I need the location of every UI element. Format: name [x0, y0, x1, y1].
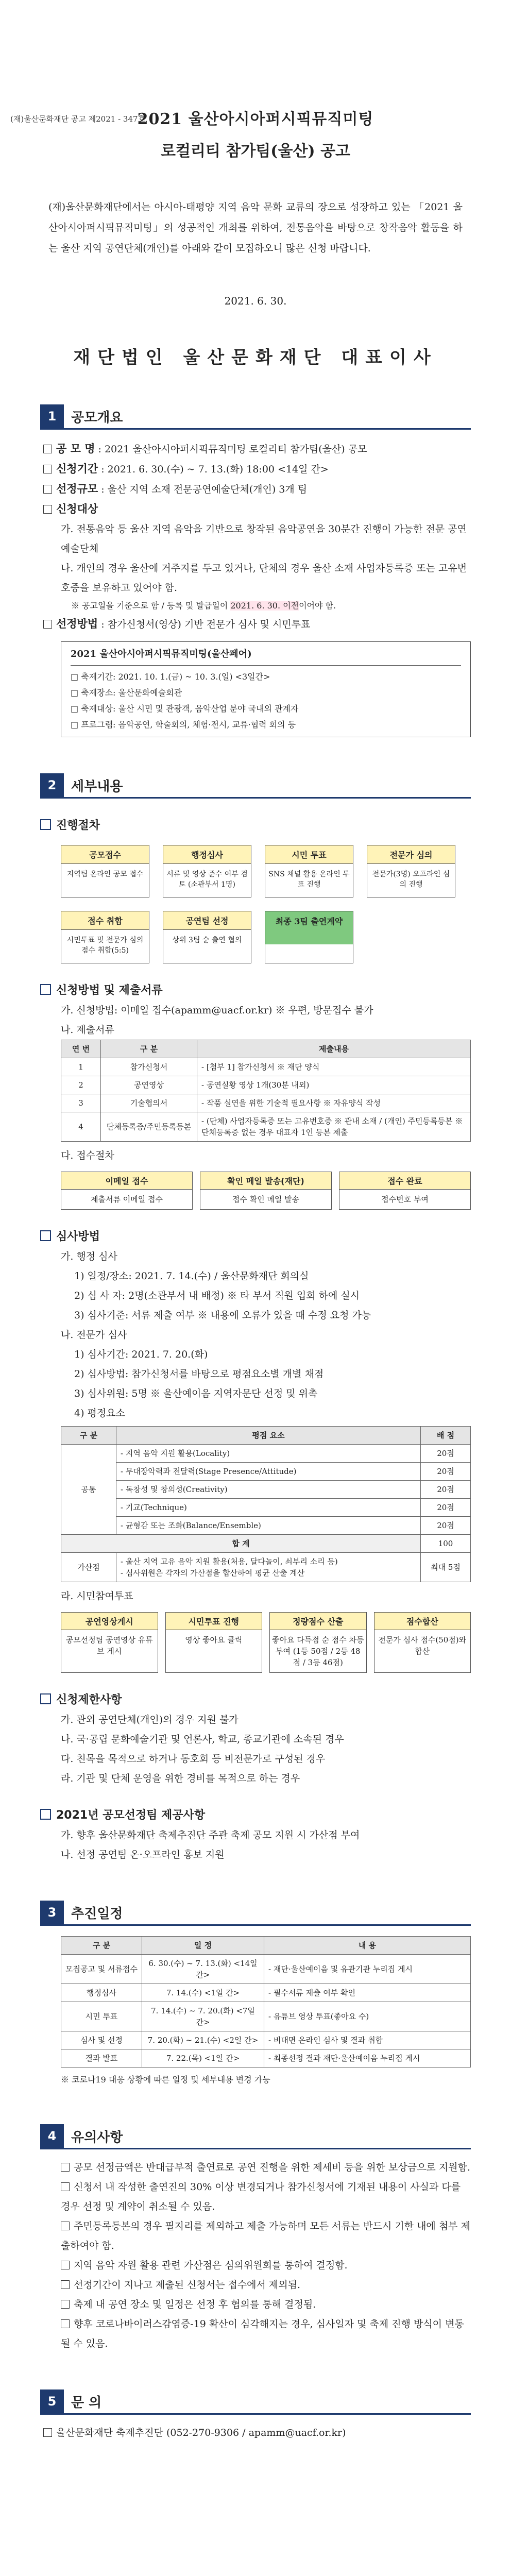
review-item: 4) 평정요소: [74, 1408, 125, 1419]
provide-item: 나. 선정 공연팀 온·오프라인 홍보 지원: [61, 1849, 225, 1860]
table-row: 4 단체등록증/주민등록등본 - (단체) 사업자등록증 또는 고유번호증 ※ 관내 소재 / (개인) 주민등록등본 ※ 단체등록증 없는 경우 대표자 1인 등본 제출: [61, 1112, 471, 1142]
square-icon: [40, 819, 51, 830]
checkbox-icon: [61, 2261, 70, 2269]
apply-docs-label: 나. 제출서류: [61, 1024, 114, 1036]
receipt-label: 다. 접수절차: [61, 1150, 114, 1161]
value-name: : 2021 울산아시아퍼시픽뮤직미팅 로컬리티 참가팀(울산) 공모: [98, 444, 367, 455]
table-row: 모집공고 및 서류접수 6. 30.(수) ~ 7. 13.(화) <14일 간> - 재단·울산예이음 및 유관기관 누리집 게시: [61, 1955, 471, 1984]
review-item: 2) 심사방법: 참가신청서를 바탕으로 평점요소별 개별 채점: [74, 1368, 324, 1380]
notice-page: [0, 106, 511, 2576]
section-4-header: [40, 2124, 471, 2149]
checkbox-icon: [61, 2300, 70, 2309]
checkbox-icon: [61, 2319, 70, 2328]
review-item: 3) 심사기준: 서류 제출 여부 ※ 내용에 오류가 있을 때 수정 요청 가능: [74, 1310, 371, 1321]
vote-stage: 공연영상게시 공모선정팀 공연영상 유튜브 게시: [61, 1612, 158, 1673]
flow-stage: 행정심사 서류 및 영상 준수 여부 검토 (소관부서 1명): [163, 845, 251, 897]
section-5-header: [40, 2389, 471, 2415]
receipt-flow: [61, 1172, 471, 1210]
checkbox-icon: [43, 445, 52, 453]
review-expert: 나. 전문가 심사: [61, 1329, 127, 1341]
documents-table: 연 번 구 분 제출내용 1 참가신청서 - [첨부 1] 참가신청서 ※ 재단 양식 2 공연영상 - 공연실황 영상 1개(30분 내외) 3 기술협의서 - 작품 실연을 위한 기술적 필요사항 ※ 자유양식 작성 4 단체등록증/주민등록등본 - (단체) 사업자등록증 또는 고유번호증 ※ 관내 소재 / (개인) 주민등록등본 ※ 단체등록증 없는 경우 대표자 1인 등본 제출: [61, 1040, 471, 1142]
caution-item: 선정기간이 지나고 제출된 신청서는 접수에서 제외됨.: [43, 2275, 471, 2295]
section-number: 4: [40, 2124, 64, 2148]
caution-item: 공모 선정금액은 반대급부적 출연료로 공연 진행을 위한 제세비 등을 위한 보상금으로 지원함.: [43, 2158, 471, 2177]
target-note: ※ 공고일을 기준으로 함 / 등록 및 발급일이 2021. 6. 30. 이전이어야 함.: [71, 601, 336, 611]
flow-stage: 공연팀 선정 상위 3팀 순 출연 협의: [163, 911, 251, 963]
table-row: 3 기술협의서 - 작품 실연을 위한 기술적 필요사항 ※ 자유양식 작성: [61, 1094, 471, 1112]
square-icon: [40, 984, 51, 995]
table-row: - 무대장악력과 전달력(Stage Presence/Attitude) 20점: [61, 1463, 471, 1481]
square-icon: [40, 1693, 51, 1704]
checkbox-icon: [43, 620, 52, 629]
limit-item: 가. 관외 공연단체(개인)의 경우 지원 불가: [61, 1714, 239, 1725]
festival-info-item: □ 축제장소: 울산문화예술회관: [71, 688, 182, 698]
provide-item: 가. 향후 울산문화재단 축제추진단 주관 축제 공모 지원 시 가산점 부여: [61, 1829, 360, 1841]
section-title: 공모개요: [71, 410, 123, 426]
receipt-stage: 확인 메일 발송(재단) 접수 확인 메일 발송: [200, 1172, 332, 1210]
procedure-flow: [61, 845, 471, 963]
notice-date: 2021. 6. 30.: [224, 295, 287, 307]
festival-box-caption: 2021 울산아시아퍼시픽뮤직미팅(울산페어): [71, 646, 461, 666]
section-number: 2: [40, 773, 64, 797]
table-row: 공통 - 지역 음악 지원 활용(Locality) 20점: [61, 1445, 471, 1463]
checkbox-icon: [61, 2280, 70, 2289]
review-item: 2) 심 사 자: 2명(소관부서 내 배정) ※ 타 부서 직원 입회 하에 실시: [74, 1290, 360, 1301]
caution-item: 향후 코로나바이러스감염증-19 확산이 심각해지는 경우, 심사일자 및 축제 진행 방식이 변동될 수 있음.: [61, 2318, 464, 2349]
label-target: 신청대상: [56, 502, 98, 515]
section-number: 5: [40, 2389, 64, 2413]
organization-signature: 재단법인 울산문화재단 대표이사: [73, 347, 438, 368]
table-row: 심사 및 선정 7. 20.(화) ~ 21.(수) <2일 간> - 비대면 온라인 심사 및 결과 취합: [61, 2031, 471, 2049]
label-method: 선정방법: [56, 617, 98, 630]
checkbox-icon: [61, 2163, 70, 2172]
flow-stage: 공모접수 지역팀 온라인 공모 접수: [61, 845, 149, 897]
title-line-1: 2021 울산아시아퍼시픽뮤직미팅: [137, 110, 374, 128]
checkbox-icon: [43, 505, 52, 514]
checkbox-icon: [61, 2222, 70, 2230]
schedule-note: ※ 코로나19 대응 상황에 따른 일정 및 세부내용 변경 가능: [61, 2075, 270, 2084]
receipt-stage: 접수 완료 접수번호 부여: [339, 1172, 471, 1210]
contact-info: 울산문화재단 축제추진단 (052-270-9306 / apamm@uacf.or.kr): [43, 2423, 471, 2443]
vote-stage: 점수합산 전문가 심사 점수(50점)와 합산: [374, 1612, 471, 1673]
review-item: 3) 심사위원: 5명 ※ 울산예이음 지역자문단 선정 및 위촉: [74, 1388, 318, 1399]
festival-info-item: □ 축제대상: 울산 시민 및 관광객, 음악산업 분야 국내외 관계자: [71, 704, 299, 714]
section-title: 추진일정: [71, 1906, 123, 1922]
table-row: - 균형감 또는 조화(Balance/Ensemble) 20점: [61, 1517, 471, 1535]
table-row: 결과 발표 7. 22.(목) <1일 간> - 최종선정 결과 재단·울산예이음 누리집 게시: [61, 2049, 471, 2067]
checkbox-icon: [43, 485, 52, 494]
table-row: 행정심사 7. 14.(수) <1일 간> - 필수서류 제출 여부 확인: [61, 1984, 471, 2002]
caution-item: 주민등록등본의 경우 필지리를 제외하고 제출 가능하며 모든 서류는 반드시 기한 내에 첨부 제출하여야 함.: [61, 2221, 470, 2251]
table-row: 1 참가신청서 - [첨부 1] 참가신청서 ※ 재단 양식: [61, 1058, 471, 1076]
section-title: 문 의: [71, 2395, 102, 2411]
section-number: 1: [40, 404, 64, 428]
table-row: 시민 투표 7. 14.(수) ~ 7. 20.(화) <7일 간> - 유튜브 영상 투표(좋아요 수): [61, 2002, 471, 2031]
caution-item: 신청서 내 작성한 출연진의 30% 이상 변경되거나 참가신청서에 기재된 내용이 사실과 다를 경우 선정 및 계약이 취소될 수 있음.: [61, 2181, 461, 2212]
label-period: 신청기간: [56, 462, 98, 475]
section-1-header: [40, 404, 471, 430]
vote-flow: [61, 1612, 471, 1673]
checkbox-icon: [61, 2182, 70, 2191]
square-icon: [40, 1230, 51, 1241]
checkbox-icon: [43, 2428, 52, 2437]
festival-info-box: [61, 641, 471, 737]
label-name: 공 모 명: [56, 442, 95, 455]
table-row: 가산점 - 울산 지역 고유 음악 지원 활용(처용, 달다놀이, 쇠부리 소리 등) - 심사위원은 각자의 가산점을 합산하여 평균 산출 계산 최대 5점: [61, 1553, 471, 1582]
score-table: 구 분 평점 요소 배 점 공통 - 지역 음악 지원 활용(Locality) 20점 - 무대장악력과 전달력(Stage Presence/Attitude) 20점 - 독창성 및 창의성(Creativity) 20점 - 기교(Technique) 20점 - 균형감 또는 조화(Balance/Ensemble) 20점 합 계 100 가산점 - 울산 지역 고유 음악 지원 활용(처용, 달다놀이, 쇠부리 소리 등) - 심사위원은 각자의 가산점을 합산하여 평균 산출 계산 최대 5점: [61, 1426, 471, 1582]
square-icon: [40, 1809, 51, 1820]
flow-stage: 시민 투표 SNS 채널 활용 온라인 투표 진행: [265, 845, 353, 897]
intro-text: (재)울산문화재단에서는 아시아-태평양 지역 음악 문화 교류의 장으로 성장하고 있는 「2021 울산아시아퍼시픽뮤직미팅」의 성공적인 개최를 위하여, 전통음악을 바탕으로 창작음악 활동을 하는 울산 지역 공연단체(개인)를 아래와 같이 모집하오니 많은 신청 바랍니다.: [48, 201, 463, 254]
label-scale: 선정규모: [56, 482, 98, 495]
vote-stage: 시민투표 진행 영상 좋아요 클릭: [165, 1612, 263, 1673]
subsection-provide: 2021년 공모선정팀 제공사항: [40, 1806, 471, 1825]
value-scale: : 울산 지역 소재 전문공연예술단체(개인) 3개 팀: [101, 484, 308, 495]
section-title: 세부내용: [71, 778, 123, 794]
apply-method: 가. 신청방법: 이메일 접수(apamm@uacf.or.kr) ※ 우편, 방문접수 불가: [61, 1005, 373, 1016]
subsection-procedure: 진행절차: [40, 816, 471, 836]
caution-item: 축제 내 공연 장소 및 일정은 선정 후 협의를 통해 결정됨.: [43, 2295, 471, 2314]
checkbox-icon: [43, 465, 52, 473]
vote-stage: 정량점수 산출 좋아요 다득점 순 점수 차등 부여 (1등 50점 / 2등 48점 / 3등 46점): [269, 1612, 367, 1673]
caution-item: 지역 음악 자원 활용 관련 가산점은 심의위원회를 통하여 결정함.: [43, 2256, 471, 2275]
notice-number: (재)울산문화재단 공고 제2021 - 347호: [10, 114, 146, 124]
table-row: 합 계 100: [61, 1535, 471, 1553]
flow-stage: 전문가 심의 전문가(3명) 오프라인 심의 진행: [367, 845, 455, 897]
subsection-limits: 신청제한사항: [40, 1690, 471, 1710]
limit-item: 나. 국·공립 문화예술기관 및 언론사, 학교, 종교기관에 소속된 경우: [61, 1734, 344, 1745]
title-line-2: 로컬리티 참가팀(울산) 공고: [160, 142, 351, 160]
subsection-apply: 신청방법 및 제출서류: [40, 981, 471, 1001]
review-vote: 라. 시민참여투표: [61, 1590, 133, 1602]
section-2-header: [40, 773, 471, 799]
limit-item: 다. 친목을 목적으로 하거나 동호회 등 비전문가로 구성된 경우: [61, 1753, 326, 1765]
target-a: 가. 전통음악 등 울산 지역 음악을 기반으로 창작된 음악공연을 30분간 진행이 가능한 전문 공연예술단체: [61, 523, 467, 554]
table-row: - 독창성 및 창의성(Creativity) 20점: [61, 1481, 471, 1499]
value-method: : 참가신청서(영상) 기반 전문가 심사 및 시민투표: [101, 619, 311, 630]
flow-stage: 접수 취합 시민투표 및 전문가 심의 점수 취합(5:5): [61, 911, 149, 963]
review-admin: 가. 행정 심사: [61, 1251, 117, 1262]
section-number: 3: [40, 1901, 64, 1924]
receipt-stage: 이메일 접수 제출서류 이메일 접수: [61, 1172, 193, 1210]
festival-info-item: □ 프로그램: 음악공연, 학술회의, 체험·전시, 교류·협력 회의 등: [71, 720, 296, 730]
review-item: 1) 심사기간: 2021. 7. 20.(화): [74, 1349, 208, 1360]
section-title: 유의사항: [71, 2129, 123, 2145]
festival-info-item: □ 축제기간: 2021. 10. 1.(금) ~ 10. 3.(일) <3일간>: [71, 672, 270, 682]
target-b: 나. 개인의 경우 울산에 거주지를 두고 있거나, 단체의 경우 울산 소재 사업자등록증 또는 고유번호증을 보유하고 있어야 함.: [61, 563, 467, 594]
table-row: 2 공연영상 - 공연실황 영상 1개(30분 내외): [61, 1076, 471, 1094]
flow-stage-final: 최종 3팀 출연계약: [265, 911, 353, 963]
subsection-review: 심사방법: [40, 1227, 471, 1247]
table-row: - 기교(Technique) 20점: [61, 1499, 471, 1517]
section-3-header: [40, 1901, 471, 1926]
limit-item: 라. 기관 및 단체 운영을 위한 경비를 목적으로 하는 경우: [61, 1773, 300, 1784]
schedule-table: 구 분 일 정 내 용 모집공고 및 서류접수 6. 30.(수) ~ 7. 13.(화) <14일 간> - 재단·울산예이음 및 유관기관 누리집 게시 행정심사 7. 14.(수) <1일 간> - 필수서류 제출 여부 확인 시민 투표 7. 14.(수) ~ 7. 20.(화) <7일 간> - 유튜브 영상 투표(좋아요 수) 심사 및 선정 7. 20.(화) ~ 21.(수) <2일 간> - 비대면 온라인 심사 및 결과 취합 결과 발표 7. 22.(목) <1일 간> - 최종선정 결과 재단·울산예이음 누리집 게시: [61, 1936, 471, 2067]
review-item: 1) 일정/장소: 2021. 7. 14.(수) / 울산문화재단 회의실: [74, 1270, 309, 1282]
value-period: : 2021. 6. 30.(수) ~ 7. 13.(화) 18:00 <14일 간>: [101, 464, 329, 475]
